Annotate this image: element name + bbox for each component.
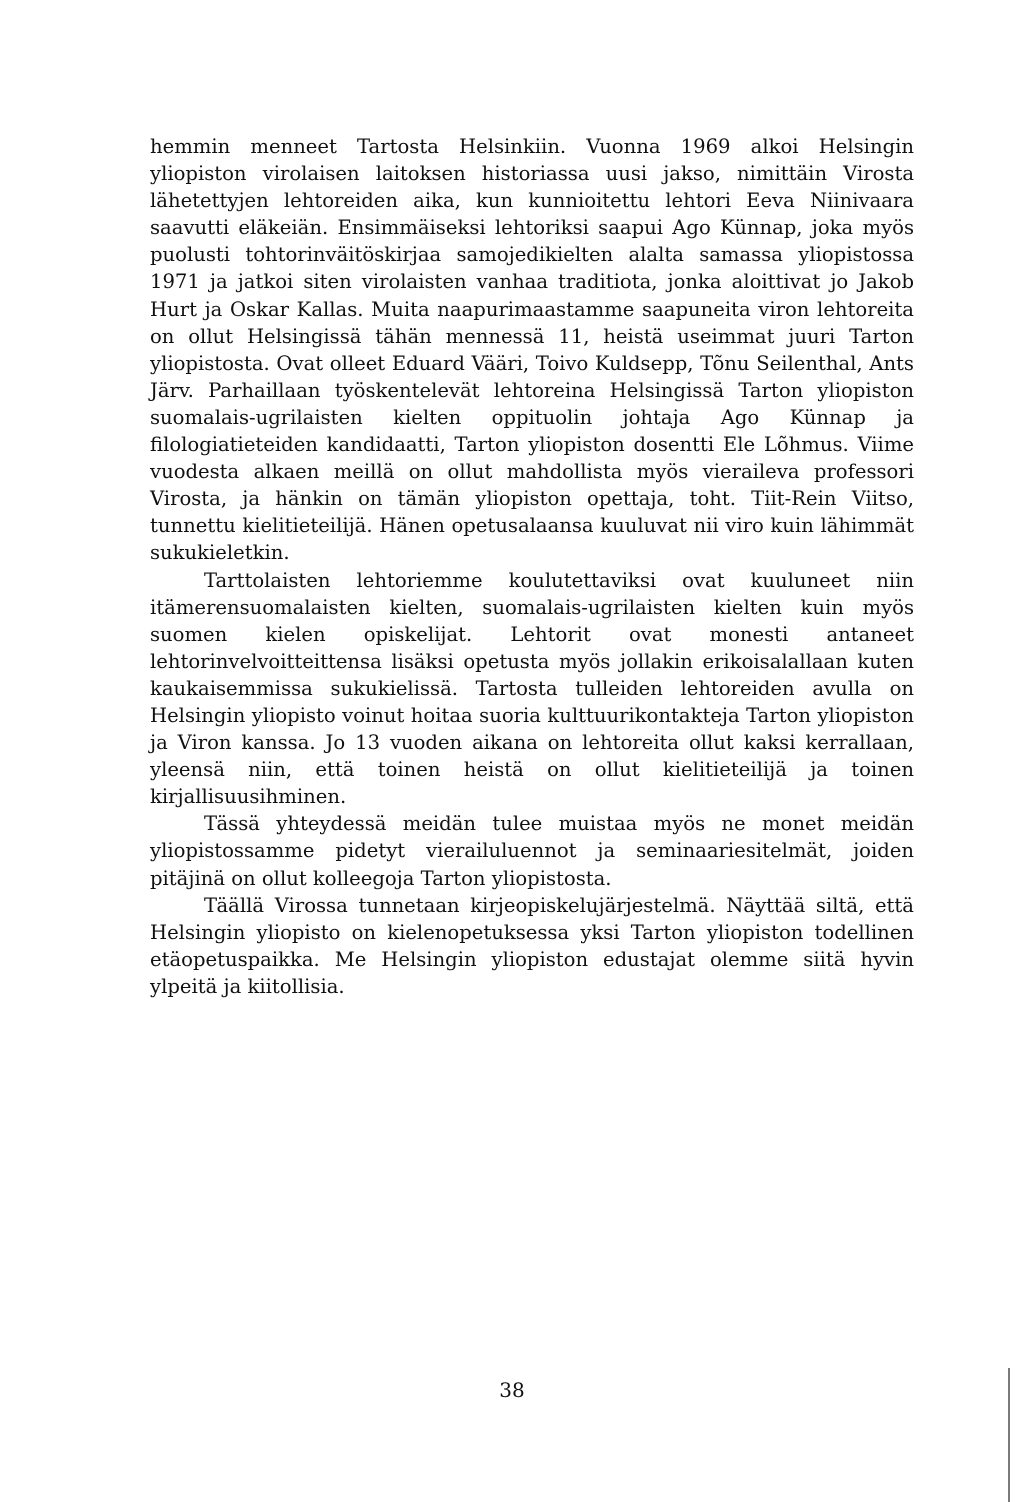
page-number: 38 bbox=[499, 1378, 525, 1402]
paragraph-2: Tarttolaisten lehtoriemme koulutettaviksi ovat kuuluneet niin itämerensuomalaisten kielten, suomalais-ugrilaisten kielten kuin myös suomen kielen opiskelijat. Lehtorit ovat monesti antaneet lehtorinvelvoitteittensa lisäksi opetusta myös jollakin erikoisalallaan kuten kaukaisemmissa sukukielissä. Tartosta tulleiden lehtoreiden avulla on Helsingin yliopisto voinut hoitaa suoria kulttuurikontakteja Tarton yliopiston ja Viron kanssa. Jo 13 vuoden aikana on lehtoreita ollut kaksi kerrallaan, yleensä niin, että toinen heistä on ollut kielitieteilijä ja toinen kirjallisuusihminen. bbox=[150, 568, 914, 809]
paragraph-1: hemmin menneet Tartosta Helsinkiin. Vuonna 1969 alkoi Helsingin yliopiston virolaisen laitoksen historiassa uusi jakso, nimittäin Virosta lähetettyjen lehtoreiden aika, kun kunnioitettu lehtori Eeva Niinivaara saavutti eläkeiän. Ensimmäiseksi lehtoriksi saapui Ago Künnap, joka myös puolusti tohtorinväitöskirjaa samojedikielten alalta samassa yliopistossa 1971 ja jatkoi siten virolaisten vanhaa traditiota, jonka aloittivat jo Jakob Hurt ja Oskar Kallas. Muita naapurimaastamme saapuneita viron lehtoreita on ollut Helsingissä tähän mennessä 11, heistä useimmat juuri Tarton yliopistosta. Ovat olleet Eduard Vääri, Toivo Kuldsepp, Tõnu Seilenthal, Ants Järv. Parhaillaan työskentelevät lehtoreina Helsingissä Tarton yliopiston suomalais-ugrilaisten kielten oppituolin johtaja Ago Künnap ja filologiatieteiden kandidaatti, Tarton yliopiston dosentti Ele Lõhmus. Viime vuodesta alkaen meillä on ollut mahdollista myös vieraileva professori Virosta, ja hänkin on tämän yliopiston opettaja, toht. Tiit-Rein Viitso, tunnettu kielitieteilijä. Hänen opetusalaansa kuuluvat nii viro kuin lähimmät sukukieletkin. bbox=[150, 135, 914, 565]
paragraph-4: Täällä Virossa tunnetaan kirjeopiskelujärjestelmä. Näyttää siltä, että Helsingin yliopisto on kielenopetuksessa yksi Tarton yliopiston todellinen etäopetuspaikka. Me Helsingin yliopiston edustajat olemme siitä hyvin ylpeitä ja kiitollisia. bbox=[150, 893, 914, 998]
body-text bbox=[150, 133, 914, 1000]
scan-edge-line bbox=[1008, 1368, 1010, 1502]
paragraph-3: Tässä yhteydessä meidän tulee muistaa myös ne monet meidän yliopistossamme pidetyt vierailuluennot ja seminaariesitelmät, joiden pitäjinä on ollut kolleegoja Tarton yliopistosta. bbox=[150, 812, 914, 890]
